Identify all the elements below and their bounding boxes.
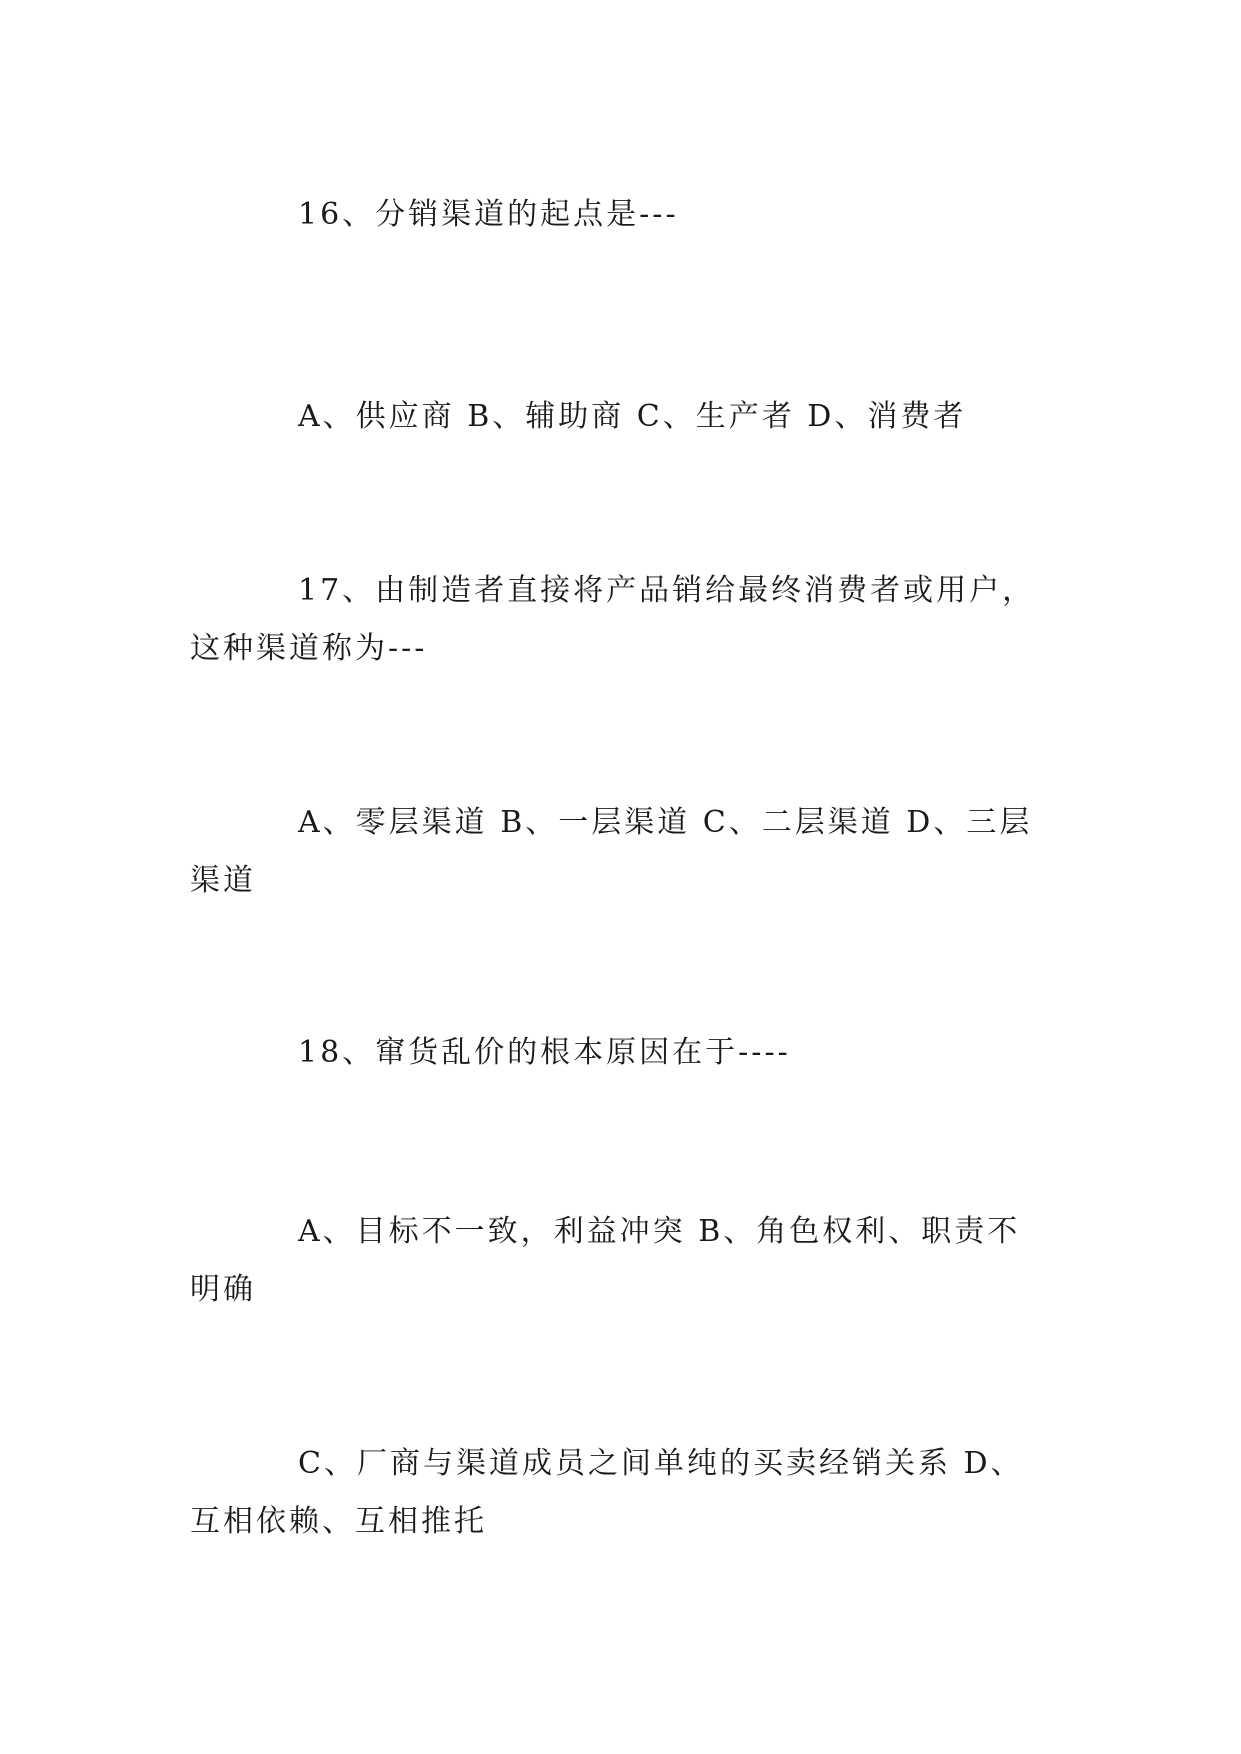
question-18: 18、窜货乱价的根本原因在于---- (298, 1035, 791, 1070)
question-18-options-ab: A、目标不一致，利益冲突 B、角色权利、职责不明确 (190, 1214, 1021, 1307)
question-17-options: A、零层渠道 B、一层渠道 C、二层渠道 D、三层渠道 (190, 805, 1033, 898)
question-17: 17、由制造者直接将产品销给最终消费者或用户，这种渠道称为--- (190, 573, 1036, 666)
question-18-options-cd: C、厂商与渠道成员之间单纯的买卖经销关系 D、互相依赖、互相推托 (190, 1446, 1024, 1539)
question-16-options: A、供应商 B、辅助商 C、生产者 D、消费者 (298, 399, 967, 434)
question-16: 16、分销渠道的起点是--- (298, 197, 679, 232)
